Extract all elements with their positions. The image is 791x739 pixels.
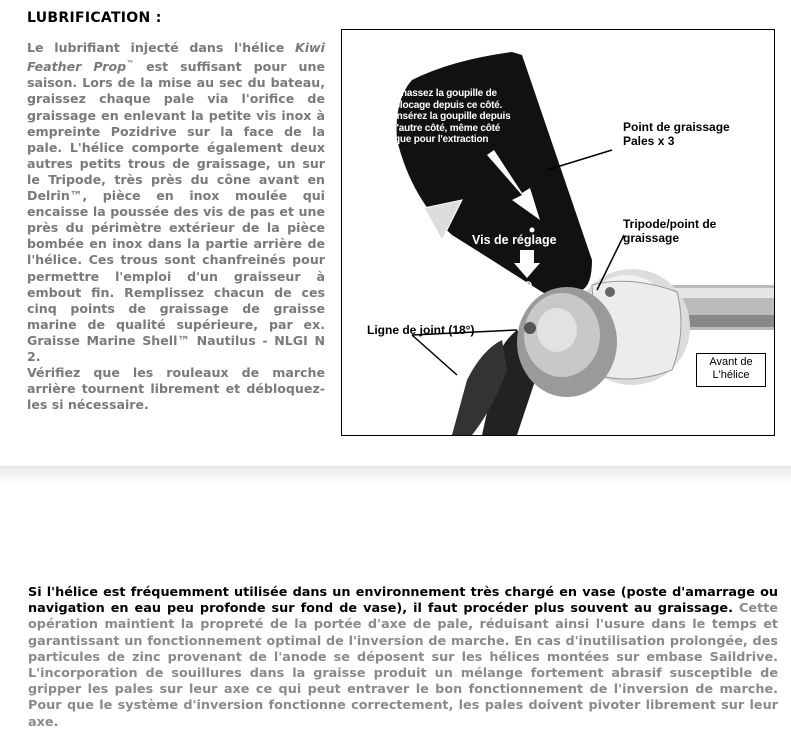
section-heading: LUBRIFICATION : bbox=[27, 10, 162, 26]
paragraph-part3: Vérifiez que les rouleaux de marche arrière tournent librement et débloquez-les si nécessaire. bbox=[27, 365, 325, 413]
silt-warning-body: Cette opération maintient la propreté de la portée d'axe de pale, réduisant ainsi l'usure dans le temps et garantissant un fonctionnement optimal de l'inversion de marche. En cas d'inutilisation prolongée, des particules de zinc provenant de l'anode se déposent sur les hélices montées sur embase Saildrive. L'incorporation de souillures dans la graisse produit un mélange fortement abrasif susceptible de gripper les pales sur leur axe ce qui peut entraver le bon fonctionnement de l'inversion de marche. Pour que le système d'inversion fonctionne correctement, les pales doivent pivoter librement sur leur axe. bbox=[28, 601, 778, 730]
joint-line-label: Ligne de joint (18°) bbox=[367, 323, 475, 337]
front-of-propeller-label: Avant de L'hélice bbox=[696, 353, 766, 387]
instruction-label: Chassez la goupille de blocage depuis ce côté. Insérez la goupille depuis l'autre côté, même côté que pour l'extraction bbox=[394, 88, 511, 145]
page-divider bbox=[0, 466, 791, 485]
trademark: ™ bbox=[126, 59, 135, 69]
silt-warning-paragraph bbox=[28, 585, 778, 731]
grease-point-label: Point de graissage Pales x 3 bbox=[623, 120, 730, 148]
brand-name: Kiwi Feather Prop bbox=[27, 40, 325, 75]
silt-warning-bold: Si l'hélice est fréquemment utilisée dans un environnement très chargé en vase (poste d'amarrage ou navigation en eau peu profonde sur fond de vase), il faut procéder plus souvent au graissage. bbox=[28, 585, 778, 617]
adjust-screw-label: Vis de réglage bbox=[472, 233, 557, 247]
paragraph-part1: Le lubrifiant injecté dans l'hélice bbox=[27, 40, 295, 55]
tripod-label: Tripode/point de graissage bbox=[623, 217, 717, 245]
propeller-diagram bbox=[341, 29, 775, 436]
paragraph-part2: est suffisant pour une saison. Lors de la mise au sec du bateau, graissez chaque pale via l'orifice de graissage en enlevant la petite vis inox à empreinte Pozidrive sur la face de la pale. L'hélice comporte également deux autres petits trous de graissage, un sur le Tripode, très près du cône avant en Delrin™, pièce en inox moulée qui encaisse la poussée des vis de pas et une près du périmètre extérieur de la pièce bombée en inox dans la partie arrière de l'hélice. Ces trous sont chanfreinés pour permettre l'emploi d'un graisseur à embout fin. Remplissez chacun de ces cinq points de graissage de graisse marine de qualité supérieure, par ex. Graisse Marine Shell™ Nautilus - NLGI N 2. bbox=[27, 59, 325, 364]
lubrication-paragraph bbox=[27, 40, 325, 413]
